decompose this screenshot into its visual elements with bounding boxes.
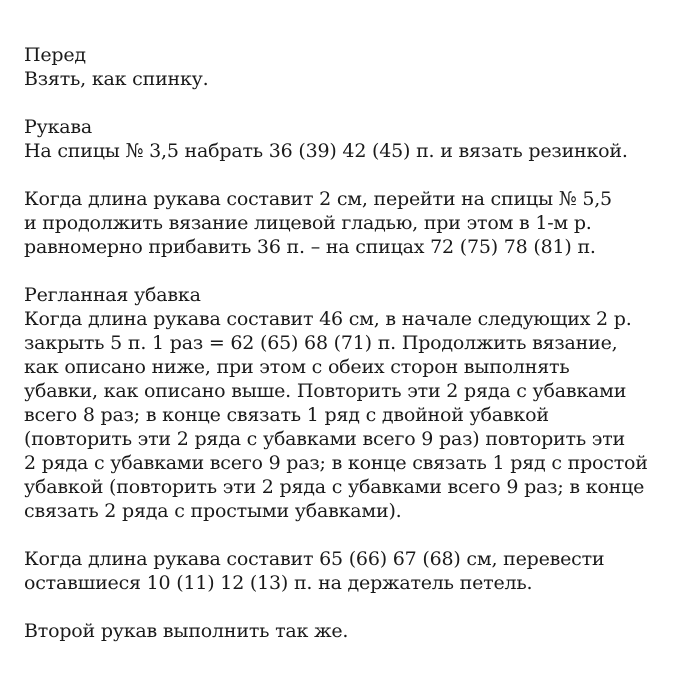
raglan-text-line: (повторить эти 2 ряда с убавками всего 9 раз) повторить эти (24, 428, 626, 450)
paragraph-gap (24, 163, 674, 187)
finish-section (24, 547, 674, 595)
front-text-line: Взять, как спинку. (24, 68, 209, 90)
finish-text-line: оставшиеся 10 (11) 12 (13) п. на держатель петель. (24, 572, 533, 594)
second-sleeve-section (24, 619, 674, 643)
raglan-text-line: связать 2 ряда с простыми убавками). (24, 500, 402, 522)
front-heading: Перед (24, 44, 86, 66)
front-section (24, 43, 674, 91)
raglan-text-line: закрыть 5 п. 1 раз = 62 (65) 68 (71) п. Продолжить вязание, (24, 332, 618, 354)
raglan-text-line: 2 ряда с убавками всего 9 раз; в конце связать 1 ряд с простой (24, 452, 648, 474)
paragraph-gap (24, 259, 674, 283)
finish-text-line: Когда длина рукава составит 65 (66) 67 (68) см, перевести (24, 548, 605, 570)
sleeves-text-line: На спицы № 3,5 набрать 36 (39) 42 (45) п. и вязать резинкой. (24, 140, 628, 162)
raglan-text-line: убавкой (повторить эти 2 ряда с убавками всего 9 раз; в конце (24, 476, 645, 498)
transition-text-line: равномерно прибавить 36 п. – на спицах 72 (75) 78 (81) п. (24, 236, 596, 258)
raglan-heading: Регланная убавка (24, 284, 201, 306)
raglan-text-line: всего 8 раз; в конце связать 1 ряд с двойной убавкой (24, 404, 549, 426)
paragraph-gap (24, 91, 674, 115)
paragraph-gap (24, 523, 674, 547)
raglan-text-line: как описано ниже, при этом с обеих сторон выполнять (24, 356, 570, 378)
paragraph-gap (24, 595, 674, 619)
transition-text-line: и продолжить вязание лицевой гладью, при этом в 1-м р. (24, 212, 592, 234)
sleeves-heading: Рукава (24, 116, 92, 138)
sleeves-section (24, 115, 674, 163)
document-page (24, 43, 674, 643)
raglan-text-line: Когда длина рукава составит 46 см, в начале следующих 2 р. (24, 308, 632, 330)
second-sleeve-text-line: Второй рукав выполнить так же. (24, 620, 349, 642)
raglan-section (24, 283, 674, 523)
raglan-text-line: убавки, как описано выше. Повторить эти 2 ряда с убавками (24, 380, 627, 402)
transition-text-line: Когда длина рукава составит 2 см, перейти на спицы № 5,5 (24, 188, 612, 210)
transition-section (24, 187, 674, 259)
